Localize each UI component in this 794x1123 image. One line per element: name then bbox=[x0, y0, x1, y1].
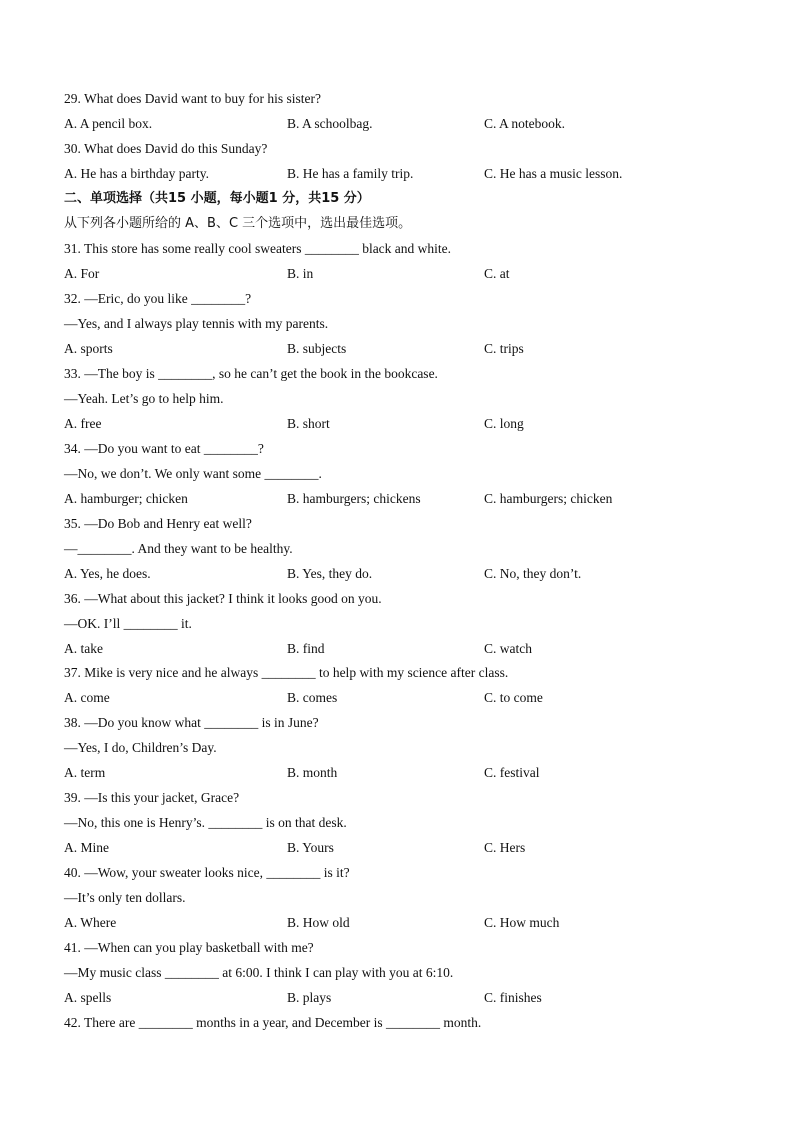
options-row bbox=[64, 760, 764, 785]
question-reply: —It’s only ten dollars. bbox=[64, 890, 186, 905]
option-a: A. free bbox=[64, 416, 102, 431]
option-a: A. He has a birthday party. bbox=[64, 166, 209, 181]
option-c: C. hamburgers; chicken bbox=[484, 491, 613, 506]
question-stem: 36. —What about this jacket? I think it looks good on you. bbox=[64, 591, 382, 606]
options-row bbox=[64, 411, 764, 436]
option-c: C. long bbox=[484, 416, 524, 431]
question-reply: —OK. I’ll ________ it. bbox=[64, 616, 192, 631]
question-stem: 29. What does David want to buy for his sister? bbox=[64, 91, 321, 106]
option-b: B. in bbox=[287, 266, 314, 281]
section-instruction: 从下列各小题所给的 A、B、C 三个选项中，选出最佳选项。 bbox=[64, 216, 412, 231]
question-reply: —My music class ________ at 6:00. I think I can play with you at 6:10. bbox=[64, 965, 454, 980]
options-row bbox=[64, 561, 764, 586]
options-row bbox=[64, 161, 764, 186]
option-c: C. A notebook. bbox=[484, 116, 566, 131]
option-b: B. subjects bbox=[287, 341, 347, 356]
option-c: C. Hers bbox=[484, 840, 526, 855]
option-a: A. hamburger; chicken bbox=[64, 491, 188, 506]
option-b: B. He has a family trip. bbox=[287, 166, 414, 181]
options-row bbox=[64, 261, 764, 286]
question-stem: 30. What does David do this Sunday? bbox=[64, 141, 268, 156]
option-b: B. Yours bbox=[287, 840, 334, 855]
option-c: C. to come bbox=[484, 690, 543, 705]
option-a: A. take bbox=[64, 641, 103, 656]
option-c: C. No, they don’t. bbox=[484, 566, 582, 581]
option-b: B. Yes, they do. bbox=[287, 566, 373, 581]
option-a: A. term bbox=[64, 765, 106, 780]
question-stem: 42. There are ________ months in a year, and December is ________ month. bbox=[64, 1015, 482, 1030]
options-row bbox=[64, 111, 764, 136]
question-reply: —Yeah. Let’s go to help him. bbox=[64, 391, 224, 406]
option-a: A. For bbox=[64, 266, 100, 281]
option-a: A. come bbox=[64, 690, 110, 705]
question-stem: 37. Mike is very nice and he always ________ to help with my science after class. bbox=[64, 665, 509, 680]
option-b: B. hamburgers; chickens bbox=[287, 491, 421, 506]
question-reply: —No, this one is Henry’s. ________ is on that desk. bbox=[64, 815, 347, 830]
section-heading: 二、单项选择（共15 小题，每小题1 分，共15 分） bbox=[64, 191, 370, 206]
option-a: A. Yes, he does. bbox=[64, 566, 151, 581]
question-stem: 32. —Eric, do you like ________? bbox=[64, 291, 252, 306]
question-stem: 40. —Wow, your sweater looks nice, ________ is it? bbox=[64, 865, 350, 880]
options-row bbox=[64, 985, 764, 1010]
question-stem: 35. —Do Bob and Henry eat well? bbox=[64, 516, 252, 531]
option-a: A. spells bbox=[64, 990, 112, 1005]
question-reply: —No, we don’t. We only want some ________. bbox=[64, 466, 322, 481]
option-c: C. festival bbox=[484, 765, 540, 780]
options-row bbox=[64, 835, 764, 860]
question-reply: —Yes, I do, Children’s Day. bbox=[64, 740, 217, 755]
option-b: B. find bbox=[287, 641, 325, 656]
option-b: B. How old bbox=[287, 915, 350, 930]
question-stem: 38. —Do you know what ________ is in June? bbox=[64, 715, 319, 730]
options-row bbox=[64, 685, 764, 710]
option-a: A. sports bbox=[64, 341, 113, 356]
question-stem: 33. —The boy is ________, so he can’t get the book in the bookcase. bbox=[64, 366, 438, 381]
options-row bbox=[64, 910, 764, 935]
option-b: B. comes bbox=[287, 690, 338, 705]
option-a: A. Mine bbox=[64, 840, 109, 855]
question-reply: —________. And they want to be healthy. bbox=[64, 541, 293, 556]
question-stem: 34. —Do you want to eat ________? bbox=[64, 441, 264, 456]
question-stem: 39. —Is this your jacket, Grace? bbox=[64, 790, 240, 805]
option-c: C. trips bbox=[484, 341, 524, 356]
option-a: A. Where bbox=[64, 915, 117, 930]
option-c: C. He has a music lesson. bbox=[484, 166, 623, 181]
options-row bbox=[64, 336, 764, 361]
question-stem: 31. This store has some really cool sweaters ________ black and white. bbox=[64, 241, 452, 256]
option-a: A. A pencil box. bbox=[64, 116, 153, 131]
options-row bbox=[64, 486, 764, 511]
option-b: B. plays bbox=[287, 990, 332, 1005]
option-c: C. watch bbox=[484, 641, 532, 656]
option-b: B. month bbox=[287, 765, 338, 780]
option-c: C. finishes bbox=[484, 990, 542, 1005]
option-b: B. short bbox=[287, 416, 330, 431]
option-c: C. How much bbox=[484, 915, 560, 930]
option-b: B. A schoolbag. bbox=[287, 116, 373, 131]
options-row bbox=[64, 636, 764, 661]
question-stem: 41. —When can you play basketball with me? bbox=[64, 940, 314, 955]
option-c: C. at bbox=[484, 266, 510, 281]
question-reply: —Yes, and I always play tennis with my parents. bbox=[64, 316, 329, 331]
